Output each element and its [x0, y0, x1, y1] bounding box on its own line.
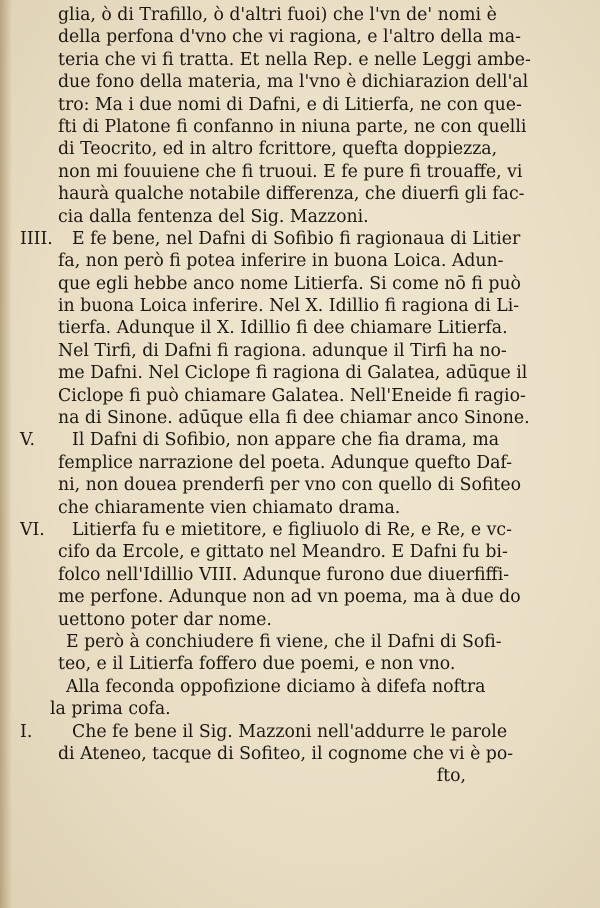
text-line [0, 49, 600, 71]
text-line [0, 295, 600, 317]
line-text: que egli hebbe anco nome Litierfa. Si come nō fi può [58, 273, 521, 294]
line-text: glia, ò di Trafillo, ò d'altri fuoi) che l'vn de' nomi è [58, 5, 497, 25]
text-line [0, 317, 600, 339]
text-line [0, 183, 600, 205]
line-text: Che fe bene il Sig. Mazzoni nell'addurre le parole [72, 721, 508, 742]
text-line [0, 4, 600, 26]
line-text: tierfa. Adunque il X. Idillio fi dee chiamare Litierfa. [58, 318, 508, 339]
line-text: due fono della materia, ma l'vno è dichiarazion dell'al [58, 72, 529, 93]
line-text: che chiaramente vien chiamato drama. [58, 497, 401, 518]
line-text: della perfona d'vno che vi ragiona, e l'altro della ma- [58, 27, 521, 48]
line-text: di Ateneo, tacque di Sofiteo, il cognome che vi è po- [58, 743, 514, 764]
text-line [0, 609, 600, 631]
text-line [0, 273, 600, 295]
text-line [0, 564, 600, 586]
text-line [0, 676, 600, 698]
line-text: non mi fouuiene che fi truoui. E fe pure fi trouaffe, vi [58, 161, 523, 182]
text-line [0, 385, 600, 407]
text-line [0, 653, 600, 675]
line-text: folco nell'Idillio VIII. Adunque furono due diuerfiffi- [58, 564, 510, 585]
line-text: cia dalla fentenza del Sig. Mazzoni. [58, 206, 369, 227]
text-line [0, 586, 600, 608]
text-line [0, 26, 600, 48]
line-text: femplice narrazione del poeta. Adunque quefto Daf- [58, 452, 513, 473]
text-line [0, 138, 600, 160]
line-text: Il Dafni di Sofibio, non appare che fia drama, ma [72, 430, 500, 451]
text-line [0, 497, 600, 519]
text-line [0, 698, 600, 720]
text-line [0, 765, 600, 787]
text-line [0, 71, 600, 93]
line-text: E però à conchiudere fi viene, che il Dafni di Sofi- [66, 631, 502, 652]
text-line [0, 206, 600, 228]
line-text: Ciclope fi può chiamare Galatea. Nell'Eneide fi ragio- [58, 385, 526, 406]
line-text: teria che vi fi tratta. Et nella Rep. e nelle Leggi ambe- [58, 49, 531, 70]
text-line [0, 721, 600, 743]
section-number: I. [20, 721, 33, 742]
line-text: Litierfa fu e mietitore, e figliuolo di Re, e Re, e vc- [72, 519, 512, 540]
text-line [0, 340, 600, 362]
line-text: fto, [436, 766, 466, 787]
text-line [0, 541, 600, 563]
line-text: di Teocrito, ed in altro fcrittore, quefta doppiezza, [58, 139, 498, 160]
text-line [0, 228, 600, 250]
line-text: me Dafni. Nel Ciclope fi ragiona di Galatea, adūque il [58, 363, 528, 384]
section-number: VI. [20, 519, 45, 540]
page-text [0, 4, 600, 788]
line-text: in buona Loica inferire. Nel X. Idillio fi ragiona di Li- [58, 296, 520, 317]
section-number: IIII. [20, 228, 53, 249]
line-text: uettono poter dar nome. [58, 609, 272, 630]
line-text: na di Sinone. adūque ella fi dee chiamar anco Sinone. [58, 408, 530, 429]
line-text: tro: Ma i due nomi di Dafni, e di Litierfa, ne con que- [58, 94, 522, 115]
line-text: haurà qualche notabile differenza, che diuerfi gli fac- [58, 184, 525, 205]
line-text: la prima cofa. [50, 699, 171, 720]
line-text: ni, non douea prenderfi per vno con quello di Sofiteo [58, 475, 522, 496]
text-line [0, 250, 600, 272]
text-line [0, 452, 600, 474]
line-text: cifo da Ercole, e gittato nel Meandro. E Dafni fu bi- [58, 542, 508, 563]
text-line [0, 407, 600, 429]
text-line [0, 94, 600, 116]
text-line [0, 474, 600, 496]
line-text: Nel Tirfi, di Dafni fi ragiona. adunque il Tirfi ha no- [58, 340, 507, 361]
line-text: me perfone. Adunque non ad vn poema, ma à due do [58, 587, 521, 608]
line-text: teo, e il Litierfa foffero due poemi, e non vno. [58, 654, 456, 675]
section-number: V. [20, 430, 35, 451]
text-line [0, 519, 600, 541]
text-line [0, 429, 600, 451]
text-line [0, 631, 600, 653]
line-text: fti di Platone fi confanno in niuna parte, ne con quelli [58, 116, 527, 137]
line-text: E fe bene, nel Dafni di Sofibio fi ragionaua di Litier [72, 228, 521, 249]
line-text: fa, non però fi potea inferire in buona Loica. Adun- [58, 251, 504, 272]
text-line [0, 743, 600, 765]
text-line [0, 362, 600, 384]
text-line [0, 116, 600, 138]
line-text: Alla feconda oppofizione diciamo à difefa noftra [66, 676, 486, 697]
text-line [0, 161, 600, 183]
